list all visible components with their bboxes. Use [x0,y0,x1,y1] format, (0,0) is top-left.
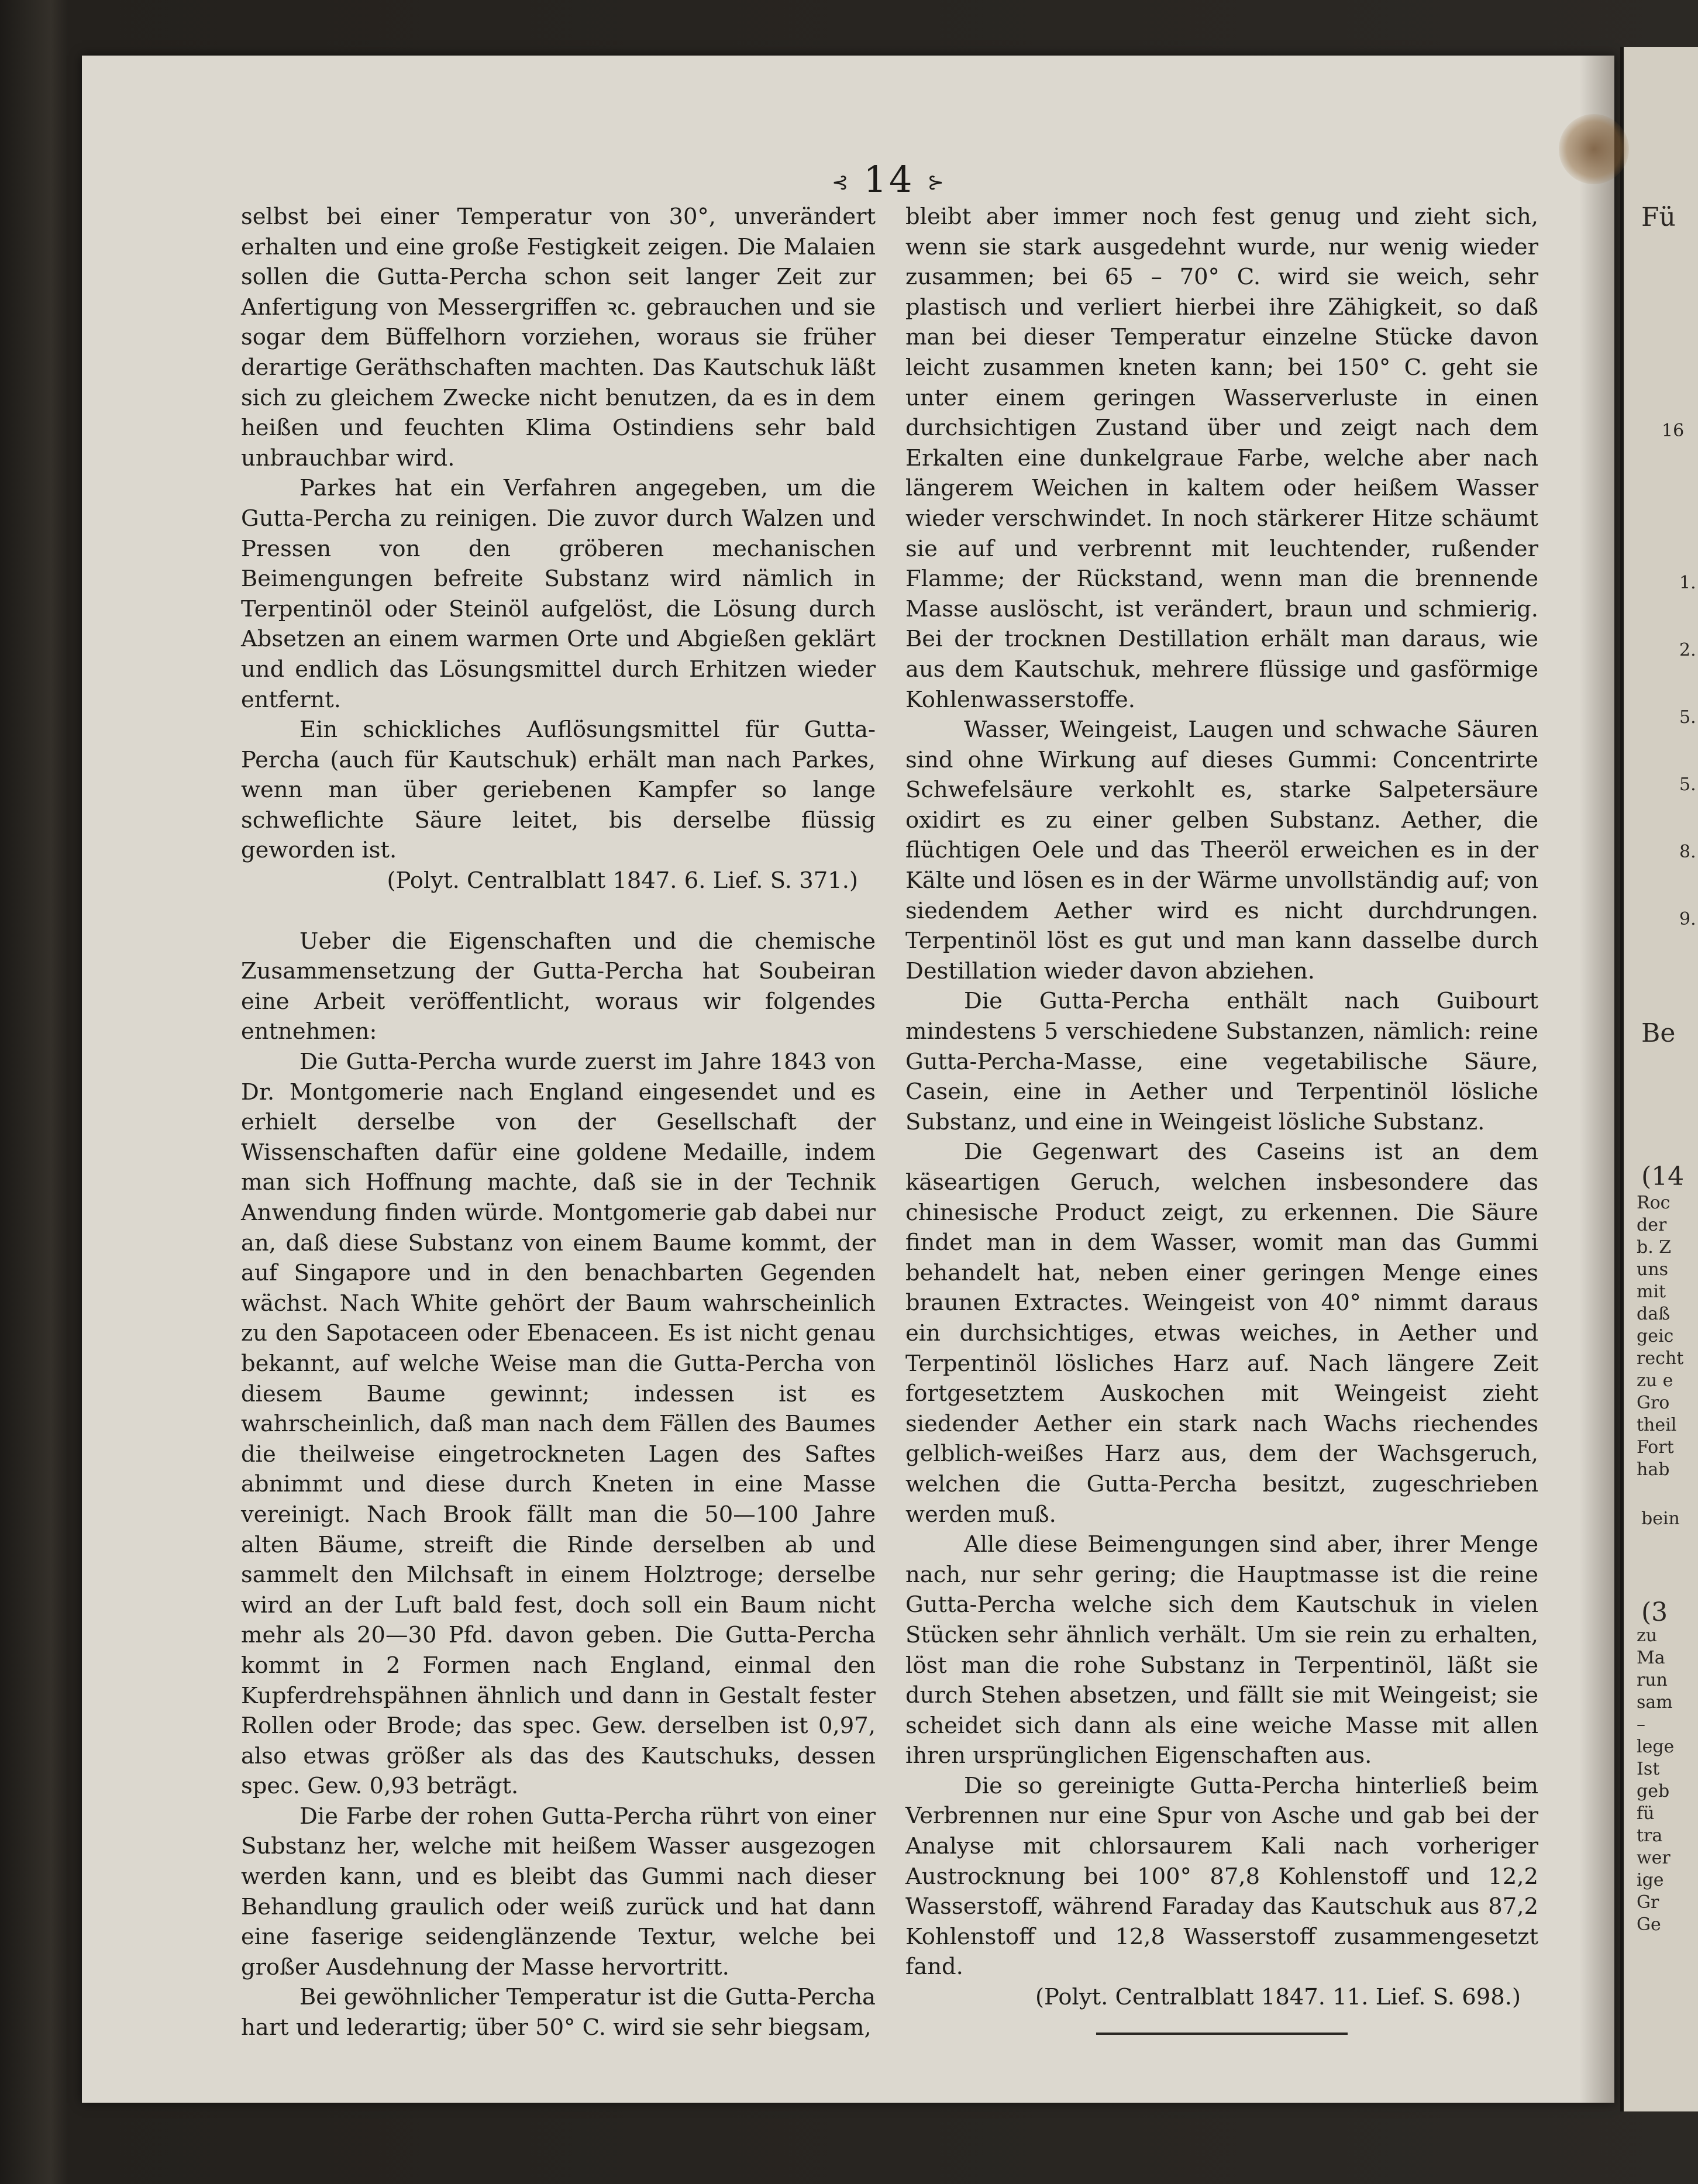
source-citation: (Polyt. Centralblatt 1847. 6. Lief. S. 371.) [387,867,858,894]
adjacent-page-fragment: b. Z [1637,1237,1672,1258]
closing-rule [1096,2033,1348,2035]
adjacent-page-fragment: Ist [1637,1759,1660,1779]
adjacent-page-paren-b: (3 [1641,1597,1668,1627]
adjacent-page-subheading: Be [1641,1018,1676,1048]
paragraph: Die Gutta-Percha wurde zuerst im Jahre 1843 von Dr. Montgomerie nach England eingesendet und es erhielt derselbe von der Gesellschaft der Wissenschaften dafür eine goldene Medaille, indem man sich Hoffnung machte, daß sie in der Technik Anwendung finden würde. Montgomerie gab dabei nur an, daß diese Substanz von einem Baume kommt, der auf Singapore und in den benachbarten Gegenden wächst. Nach White gehört der Baum wahrscheinlich zu den Sapotaceen oder Ebenaceen. Es ist nicht genau bekannt, auf welche Weise man die Gutta-Percha von diesem Baume gewinnt; indessen ist es wahrscheinlich, daß man nach dem Fällen des Baumes die theilweise eingetrockneten Lagen des Saftes abnimmt und diese durch Kneten in eine Masse vereinigt. Nach Brook fällt man die 50—100 Jahre alten Bäume, streift die Rinde derselben ab und sammelt den Milchsaft in einem Holztroge; derselbe wird an der Luft bald fest, doch soll ein Baum nicht mehr als 20—30 Pfd. davon geben. Die Gutta-Percha kommt in 2 Formen nach England, einmal den Kupferdrehspähnen ähnlich und dann in Gestalt fester Rollen oder Brode; das spec. Gew. derselben ist 0,97, also etwas größer als das des Kautschuks, dessen spec. Gew. 0,93 beträgt. [241,1049,876,1800]
adjacent-page-fragment: Fort [1637,1437,1674,1458]
paragraph: Die Farbe der rohen Gutta-Percha rührt von einer Substanz her, welche mit heißem Wasser ausgezogen werden kann, und es bleibt das Gummi nach dieser Behandlung graulich oder weiß zurück und hat dann eine faserige seidenglänzende Textur, welche bei großer Ausdehnung der Masse hervortritt. [241,1803,876,1980]
paragraph: Die Gegenwart des Caseins ist an dem käseartigen Geruch, welchen insbesondere das chinesische Product zeigt, zu erkennen. Die Säure findet man in dem Wasser, womit man das Gummi behandelt hat, neben einer geringen Menge eines braunen Extractes. Weingeist von 40° nimmt daraus ein durchsichtiges, etwas weiches, in Aether und Terpentinöl lösliches Harz auf. Nach längere Zeit fortgesetztem Auskochen mit Weingeist zieht siedender Aether ein stark nach Wachs riechendes gelblich-weißes Harz aus, dem der Wachsgeruch, welchen die Gutta-Percha besitzt, zugeschrieben werden muß. [905,1139,1538,1528]
adjacent-page-fragment: geb [1637,1781,1670,1801]
adjacent-page-fragment: 8. [1679,842,1696,862]
adjacent-page-heading: Fü [1641,202,1676,232]
adjacent-page-fragment: geic [1637,1326,1674,1346]
paragraph: Parkes hat ein Verfahren angegeben, um die Gutta-Percha zu reinigen. Die zuvor durch Walzen und Pressen von den gröberen mechanischen Beimengungen befreite Substanz wird nämlich in Terpentinöl oder Steinöl aufgelöst, die Lösung durch Absetzen an einem warmen Orte und Abgießen geklärt und endlich das Lösungsmittel durch Erhitzen wieder entfernt. [241,475,876,713]
adjacent-page-fragment: sam [1637,1692,1673,1713]
paragraph: Bei gewöhnlicher Temperatur ist die Gutta-Percha hart und lederartig; über 50° C. wird sie sehr biegsam, [241,1984,876,2041]
adjacent-page-fragment: 2. [1679,640,1696,660]
adjacent-page-fragment: tra [1637,1825,1663,1846]
paragraph: bleibt aber immer noch fest genug und zieht sich, wenn sie stark ausgedehnt wurde, nur wenig wieder zusammen; bei 65 – 70° C. wird sie weich, sehr plastisch und verliert hierbei ihre Zähigkeit, so daß man bei dieser Temperatur einzelne Stücke davon leicht zusammen kneten kann; bei 150° C. geht sie unter einem geringen Wasserverluste in einen durchsichtigen Zustand über und zeigt nach dem Erkalten eine dunkelgraue Farbe, welche aber nach längerem Weichen in kaltem oder heißem Wasser wieder verschwindet. In noch stärkerer Hitze schäumt sie auf und verbrennt mit leuchtender, rußender Flamme; der Rückstand, wenn man die brennende Masse auslöscht, ist verändert, braun und schmierig. Bei der trocknen Destillation erhält man daraus, wie aus dem Kautschuk, mehrere flüssige und gasförmige Kohlenwasserstoffe. [905,204,1538,713]
adjacent-page-fragment: 5. [1679,707,1696,728]
page-number-header [772,158,1006,201]
right-text-column [905,202,1538,2035]
ornament-right-icon: ⊱ [927,170,946,194]
ornament-left-icon: ⊰ [832,170,851,194]
adjacent-page-word-b: bein [1641,1508,1680,1529]
adjacent-page-fragment: hab [1637,1459,1670,1480]
adjacent-page-fragment: daß [1637,1304,1671,1324]
adjacent-page-fragment: mit [1637,1282,1666,1302]
adjacent-page-fragment: 5. [1679,774,1696,795]
adjacent-page-fragment: 1. [1679,573,1696,593]
adjacent-page-fragment: Ge [1637,1914,1661,1935]
source-citation: (Polyt. Centralblatt 1847. 11. Lief. S. 698.) [1035,1984,1521,2011]
paragraph: Die Gutta-Percha enthält nach Guibourt mindestens 5 verschiedene Substanzen, nämlich: reine Gutta-Percha-Masse, eine vegetabilische Säure, Casein, eine in Aether und Terpentinöl lösliche Substanz, und eine in Weingeist lösliche Substanz. [905,988,1538,1135]
adjacent-page-fragment: Roc [1637,1193,1671,1213]
adjacent-page-fragment: zu e [1637,1370,1673,1391]
left-text-column [241,202,876,2043]
adjacent-page-fragment: 9. [1679,909,1696,929]
adjacent-page-fragment: der [1637,1215,1667,1235]
paragraph: Ueber die Eigenschaften und die chemische Zusammensetzung der Gutta-Percha hat Soubeiran eine Arbeit veröffentlicht, woraus wir folgendes entnehmen: [241,928,876,1045]
adjacent-page-fragment: uns [1637,1259,1669,1280]
adjacent-page-fragment: Gro [1637,1393,1670,1413]
adjacent-page-fragment: recht [1637,1348,1684,1369]
adjacent-page-fragment: zu [1637,1625,1658,1646]
adjacent-page-fragment: Gr [1637,1892,1659,1913]
paragraph: Wasser, Weingeist, Laugen und schwache Säuren sind ohne Wirkung auf dieses Gummi: Concentrirte Schwefelsäure verkohlt es, starke Salpetersäure oxidirt es zu einer gelben Substanz. Aether, die flüchtigen Oele und das Theeröl erweichen es in der Kälte und lösen es in der Wärme unvollständig auf; von siedendem Aether wird es nicht durchdrungen. Terpentinöl löst es gut und man kann dasselbe durch Destillation wieder davon abziehen. [905,716,1538,984]
adjacent-page-fragment: – [1637,1714,1645,1735]
adjacent-page-fragment: lege [1637,1737,1675,1757]
adjacent-page-paren-a: (14 [1641,1162,1685,1191]
adjacent-page-fragment: Ma [1637,1648,1665,1668]
paragraph: Ein schickliches Auflösungsmittel für Gutta-Percha (auch für Kautschuk) erhält man nach Parkes, wenn man über geriebenen Kampfer so lange schweflichte Säure leitet, bis derselbe flüssig geworden ist. [241,716,876,864]
adjacent-page-fragment: fü [1637,1803,1655,1824]
paper-stain [1559,114,1629,184]
paragraph: selbst bei einer Temperatur von 30°, unverändert erhalten und eine große Festigkeit zeigen. Die Malaien sollen die Gutta-Percha schon seit langer Zeit zur Anfertigung von Messergriffen ꝛc. gebrauchen und sie sogar dem Büffelhorn vorziehen, woraus sie früher derartige Geräthschaften machten. Das Kautschuk läßt sich zu gleichem Zwecke nicht benutzen, da es in dem heißen und feuchten Klima Ostindiens sehr bald unbrauchbar wird. [241,204,876,471]
paragraph: Die so gereinigte Gutta-Percha hinterließ beim Verbrennen nur eine Spur von Asche und gab bei der Analyse mit chlorsaurem Kali nach vorheriger Austrocknung bei 100° 87,8 Kohlenstoff und 12,2 Wasserstoff, während Faraday das Kautschuk aus 87,2 Kohlenstoff und 12,8 Wasserstoff zusammengesetzt fand. [905,1772,1538,1980]
page-number: 14 [863,158,915,201]
adjacent-page-fragment: run [1637,1670,1668,1690]
paragraph: Alle diese Beimengungen sind aber, ihrer Menge nach, nur sehr gering; die Hauptmasse ist die reine Gutta-Percha welche sich dem Kautschuk in vielen Stücken sehr ähnlich verhält. Um sie rein zu erhalten, löst man die rohe Substanz in Terpentinöl, läßt sie durch Stehen absetzen, und fällt sie mit Weingeist; sie scheidet sich dann als eine weiche Masse mit allen ihren ursprünglichen Eigenschaften aus. [905,1531,1538,1769]
adjacent-page-number: 16 [1662,421,1685,441]
adjacent-page [1620,47,1698,2111]
paragraph-gap [241,896,876,926]
adjacent-page-fragment: ige [1637,1870,1664,1890]
adjacent-page-fragment: wer [1637,1848,1671,1868]
adjacent-page-fragment: theil [1637,1415,1677,1435]
